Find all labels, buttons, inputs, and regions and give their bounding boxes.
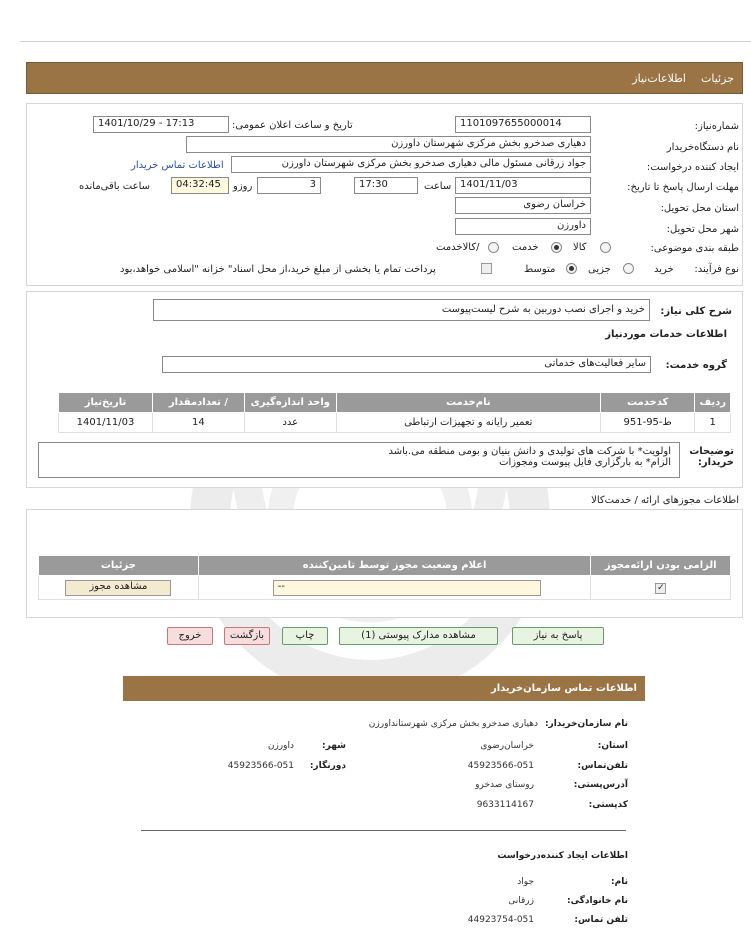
service-group-field: سایر فعالیت‌های خدماتی [162, 356, 651, 373]
buyer-org-field: دهیاری صدخرو بخش مرکزی شهرستان داورزن [186, 136, 591, 153]
buyer-notes-label: توضیحات خریدار: [689, 446, 734, 468]
creator-field: جواد زرقانی مسئول مالی دهیاری صدخرو بخش مرکزی شهرستان داورزن [231, 156, 591, 173]
creator-last-name-value: زرقانی [508, 896, 534, 906]
contact-org-label: نام سازمان‌خریدار: [544, 719, 628, 729]
treasury-payment-checkbox[interactable] [481, 263, 492, 274]
services-table [58, 392, 731, 433]
service-group-label: گروه خدمت: [665, 360, 727, 371]
contact-phone-value: 45923566-051 [467, 761, 534, 771]
services-col-row: ردیف [695, 393, 731, 413]
permits-title: اطلاعات مجوزهای ارائه / خدمت‌کالا [591, 495, 739, 506]
buyer-contact-link[interactable]: اطلاعات تماس خریدار [131, 160, 224, 171]
category-radio-goods[interactable] [600, 242, 611, 253]
process-label: نوع فرآیند: [694, 264, 739, 275]
process-option-medium: متوسط [524, 264, 556, 275]
category-option-goods-service: /کالاخدمت [436, 242, 480, 253]
announce-label: تاریخ و ساعت اعلان عمومی: [232, 120, 353, 131]
view-attachments-button[interactable]: مشاهده مدارک پیوستی (1) [339, 627, 498, 645]
creator-first-name-value: جواد [517, 877, 534, 887]
permits-col-required: الزامی بودن ارائه‌مجوز [591, 556, 731, 576]
deadline-date-field: 1401/11/03 [455, 177, 591, 194]
exit-button[interactable]: خروج [167, 627, 213, 645]
view-permit-button[interactable]: مشاهده مجوز [65, 580, 171, 596]
need-number-field: 1101097655000014 [455, 116, 591, 133]
services-col-name: نام‌خدمت [336, 393, 600, 413]
contact-address-value: روستای صدخرو [475, 780, 534, 790]
contact-fax-label: دورنگار: [309, 761, 346, 771]
contact-phone-label: تلفن‌تماس: [577, 761, 628, 771]
breadcrumb-need-info[interactable]: اطلاعات‌نیاز [632, 72, 686, 85]
print-button[interactable]: چاپ [282, 627, 328, 645]
summary-field: خرید و اجرای نصب دوربین به شرح لیست‌پیوست [153, 299, 650, 321]
creator-phone-label: تلفن تماس: [574, 915, 628, 925]
contact-province-label: استان: [597, 741, 628, 751]
need-number-label: شماره‌نیاز: [694, 121, 739, 132]
treasury-payment-note: پرداخت تمام یا بخشی از مبلغ خرید،از محل اسناد" خزانه "اسلامی خواهد،بود [120, 264, 436, 275]
category-label: طبقه بندی موضوعی: [650, 243, 739, 254]
city-label: شهر محل تحویل: [666, 224, 739, 235]
breadcrumb-details[interactable]: جزئیات [701, 72, 734, 85]
category-option-goods: کالا [573, 242, 587, 253]
process-radio-minor[interactable] [623, 263, 634, 274]
services-title: اطلاعات خدمات موردنیاز [605, 329, 727, 340]
contact-header [123, 676, 645, 701]
announce-field: 1401/10/29 - 17:13 [93, 116, 229, 133]
service-unit: عدد [244, 413, 336, 433]
permit-required-checkbox: ✓ [656, 582, 665, 593]
buyer-note-line-2: الزام* به بارگزاری فایل پیوست ومجوزات [499, 457, 671, 468]
deadline-time-label: ساعت [424, 181, 452, 192]
category-radio-service[interactable] [551, 242, 562, 253]
table-row [39, 576, 731, 600]
category-option-service: خدمت [512, 242, 539, 253]
remaining-time-field: 04:32:45 [171, 177, 229, 194]
creator-first-name-label: نام: [611, 877, 628, 887]
summary-label: شرح کلی نیاز: [660, 306, 732, 317]
service-code: ط-95-951 [600, 413, 695, 433]
buyer-note-line-1: اولویت* با شرکت های تولیدی و دانش بنیان و بومی منطقه می.باشد [388, 446, 671, 457]
creator-last-name-label: نام خانوادگی: [566, 896, 628, 906]
deadline-time-field: 17:30 [354, 177, 418, 194]
city-field: داورزن [455, 218, 591, 235]
deadline-label: مهلت ارسال پاسخ تا تاریخ: [627, 182, 739, 193]
remaining-label: ساعت باقی‌مانده [79, 181, 151, 192]
process-option-purchase: خرید [654, 264, 674, 275]
contact-city-value: داورزن [267, 741, 294, 751]
creator-label: ایجاد کننده درخواست: [646, 162, 739, 173]
services-col-code: کدخدمت [600, 393, 695, 413]
buyer-org-label: نام دستگاه‌خریدار [666, 142, 739, 153]
details-header-bar [26, 62, 743, 94]
province-field: خراسان رضوی [455, 197, 591, 214]
services-col-qty: / تعدادمقدار [153, 393, 245, 413]
service-qty: 14 [153, 413, 245, 433]
top-divider [20, 41, 751, 42]
back-button[interactable]: بازگشت [224, 627, 270, 645]
contact-postal-label: کدپستی: [588, 800, 628, 810]
contact-province-value: خراسان‌رضوی [480, 741, 534, 751]
service-date: 1401/11/03 [59, 413, 153, 433]
contact-city-label: شهر: [322, 741, 346, 751]
days-label: روزو [233, 181, 253, 192]
process-option-minor: جزیی [588, 264, 611, 275]
contact-title: اطلاعات تماس سازمان‌خریدار [490, 683, 637, 694]
services-col-date: تاریخ‌نیاز [59, 393, 153, 413]
contact-fax-value: 45923566-051 [227, 761, 294, 771]
contact-address-label: آدرس‌پستی: [573, 780, 628, 790]
permits-col-details: جزئیات [39, 556, 199, 576]
permits-col-status: اعلام وضعیت مجوز توسط تامین‌کننده [198, 556, 591, 576]
process-radio-medium[interactable] [566, 263, 577, 274]
contact-postal-value: 9633114167 [476, 800, 534, 810]
contact-org-value: دهیاری صدخرو بخش مرکزی شهرستانداورزن [368, 719, 538, 729]
permit-status-field[interactable]: -- [273, 580, 541, 596]
contact-divider [141, 830, 626, 831]
creator-section-title: اطلاعات ایجاد کننده‌درخواست [497, 851, 628, 861]
buyer-notes-box [38, 442, 680, 478]
services-col-unit: واحد اندازه‌گیری [244, 393, 336, 413]
service-name: تعمیر رایانه و تجهیزات ارتباطی [336, 413, 600, 433]
table-row [59, 413, 731, 433]
permits-table [38, 555, 731, 600]
creator-phone-value: 44923754-051 [467, 915, 534, 925]
service-row-index: 1 [695, 413, 731, 433]
province-label: استان محل تحویل: [660, 203, 739, 214]
days-field: 3 [257, 177, 321, 194]
reply-to-need-button[interactable]: پاسخ به نیاز [512, 627, 604, 645]
category-radio-goods-service[interactable] [488, 242, 499, 253]
